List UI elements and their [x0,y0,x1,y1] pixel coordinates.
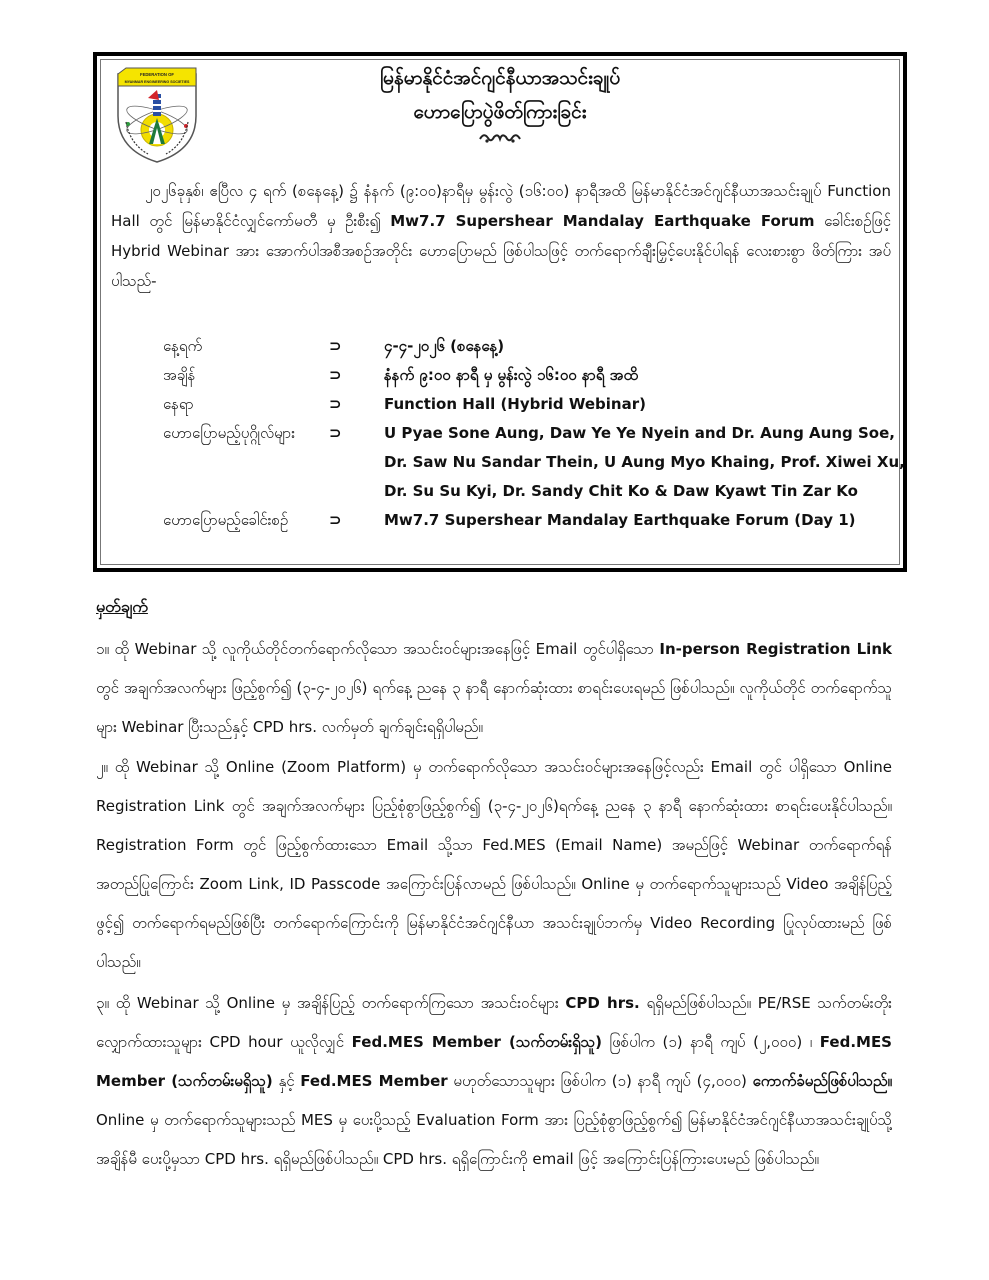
note-item-2 [96,748,892,982]
note-text: ၂။ ထို Webinar သို့ Online (Zoom Platform) မှ တက်ရောက်လိုသော အသင်းဝင်များအနေဖြင့်လည်း Email တွင် ပါရှိသော Online Registration Link တွင် အချက်အလက်များ ပြည့်စုံစွာဖြည့်စွက်၍ (၃-၄-၂၀၂၆)ရက်နေ့ ညနေ ၃ နာရီ နောက်ဆုံးထား စာရင်းပေးနိုင်ပါသည်။ Registration Form တွင် ဖြည့်စွက်ထားသော Email သို့သာ Fed.MES (Email Name) အမည်ဖြင့် Webinar တက်ရောက်ရန် အတည်ပြုကြောင်း Zoom Link, ID Passcode အကြောင်းပြန်လာမည် ဖြစ်ပါသည်။ Online မှ တက်ရောက်သူများသည် Video အချိန်ပြည့်ဖွင့်၍ တက်ရောက်ရမည်ဖြစ်ပြီး တက်ရောက်ကြောင်းကို မြန်မာနိုင်ငံအင်ဂျင်နီယာ အသင်းချုပ်ဘက်မှ Video Recording ပြုလုပ်ထားမည် ဖြစ်ပါသည်။ [96,758,892,971]
detail-label: အချိန် [163,366,196,384]
detail-label: ဟောပြောမည့်ခေါင်းစဉ် [163,511,289,529]
detail-label: နေရာ [163,395,194,413]
federation-logo-icon [112,64,202,164]
intro-forum-title: Mw7.7 Supershear Mandalay Earthquake Forum [390,212,815,230]
note-bold-text: Fed.MES Member (သက်တမ်းရှိသူ) [351,1033,602,1051]
separator-icon: ⊃ [329,366,342,384]
note-item-1 [96,630,892,747]
note-text: ၃။ ထို Webinar သို့ Online မှ အချိန်ပြည့် တက်ရောက်ကြသော အသင်းဝင်များ [96,994,566,1012]
note-text: ဖြစ်ပါက (၁) နာရီ ကျပ် (၂,၀၀၀) ၊ [601,1033,820,1051]
detail-value [384,361,863,390]
decorative-flourish-icon [478,130,522,146]
note-text: Online မှ တက်ရောက်သူများသည် MES မှ ပေးပို့သည့် Evaluation Form အား ပြည့်စုံစွာဖြည့်စွက်၍ မြန်မာနိုင်ငံအင်ဂျင်နီယာအသင်းချုပ်သို့ အချိန်မီ ပေးပို့မှသာ CPD hrs. ရရှိမည်ဖြစ်ပါသည်။ CPD hrs. ရရှိကြောင်းကို email ဖြင့် အကြောင်းပြန်ကြားပေးမည် ဖြစ်ပါသည်။ [96,1111,892,1168]
detail-row-speakers [163,419,905,506]
detail-value [384,390,863,419]
detail-value-line: Dr. Saw Nu Sandar Thein, U Aung Myo Khaing, Prof. Xiwei Xu, [384,453,905,471]
detail-value-line: Dr. Su Su Kyi, Dr. Sandy Chit Ko & Daw Kyawt Tin Zar Ko [384,482,858,500]
note-text: မဟုတ်သောသူများ ဖြစ်ပါက (၁) နာရီ ကျပ် (၄,၀၀၀) [447,1072,753,1090]
intro-text-1: ၂၀၂၆ခုနှစ်၊ ဧပြီလ ၄ ရက် (စနေနေ့) ၌ နံနက် (၉:၀၀)နာရီမှ မွန်းလွဲ (၁၆:၀၀) နာရီအထိ မြန်မာနိုင်ငံအင်ဂျင်နီယာအသင်းချုပ် Function Hall တွင် မြန်မာနိုင်ငံလျှင်ကော်မတီ မှ ဦးစီး၍ [111,182,891,230]
note-bold-text: CPD hrs. [565,994,640,1012]
separator-icon: ⊃ [329,395,342,413]
detail-value [384,506,863,535]
intro-text-2: ခေါင်းစဉ်ဖြင့် Hybrid Webinar အား အောက်ပါအစီအစဉ်အတိုင်း ဟောပြောမည် ဖြစ်ပါသဖြင့် တက်ရောက်ချီးမြှင့်ပေးနိုင်ပါရန် လေးစားစွာ ဖိတ်ကြား အပ်ပါသည်- [111,212,891,290]
detail-row-topic [163,506,863,535]
organization-title: မြန်မာနိုင်ငံအင်ဂျင်နီယာအသင်းချုပ် [379,67,621,89]
note-text: တွင် အချက်အလက်များ ဖြည့်စွက်၍ (၃-၄-၂၀၂၆) ရက်နေ့ ညနေ ၃ နာရီ နောက်ဆုံးထား စာရင်းပေးရမည် ဖြစ်ပါသည်။ လူကိုယ်တိုင် တက်ရောက်သူများ Webinar ပြီးသည်နှင့် CPD hrs. လက်မှတ် ချက်ချင်းရရှိပါမည်။ [96,679,892,736]
separator-icon: ⊃ [329,337,342,355]
invitation-subtitle: ဟောပြောပွဲဖိတ်ကြားခြင်း [413,101,587,123]
event-details [163,332,905,535]
note-text: ၁။ ထို Webinar သို့ လူကိုယ်တိုင်တက်ရောက်လိုသော အသင်းဝင်များအနေဖြင့် Email တွင်ပါရှိသော [96,640,660,658]
intro-paragraph [111,176,891,296]
note-bold-text: Fed.MES Member (သက်တမ်းမရှိသူ) [96,1033,892,1090]
detail-row-time [163,361,863,390]
note-text: နှင့် [272,1072,301,1090]
detail-value-line: ၄-၄-၂၀၂၆ (စနေနေ့) [384,337,505,355]
separator-icon: ⊃ [329,424,342,442]
detail-value [384,332,863,361]
note-bold-text: ကောက်ခံမည်ဖြစ်ပါသည်။ [752,1072,892,1090]
detail-value-line: U Pyae Sone Aung, Daw Ye Ye Nyein and Dr. Aung Aung Soe, [384,424,895,442]
note-bold-text: Fed.MES Member [300,1072,448,1090]
notes-heading: မှတ်ချက် [96,597,148,616]
detail-row-date [163,332,863,361]
separator-icon: ⊃ [329,511,342,529]
note-text: ရရှိမည်ဖြစ်ပါသည်။ PE/RSE သက်တမ်းတိုး လျှောက်ထားသူများ CPD hour ယူလိုလျှင် [96,994,892,1051]
detail-label: ဟောပြောမည့်ပုဂ္ဂိုလ်များ [163,424,295,442]
detail-value-line: Mw7.7 Supershear Mandalay Earthquake Forum (Day 1) [384,511,856,529]
detail-value-line: Function Hall (Hybrid Webinar) [384,395,646,413]
detail-row-venue [163,390,863,419]
detail-value-line: နံနက် ၉:၀၀ နာရီ မှ မွန်းလွဲ ၁၆:၀၀ နာရီ အထိ [384,366,638,384]
detail-label: နေ့ရက် [163,337,203,355]
note-item-3 [96,984,892,1179]
note-bold-text: In-person Registration Link [659,640,892,658]
logo-banner-line1: FEDERATION OF [140,72,174,77]
logo-banner-line2: MYANMAR ENGINEERING SOCIETIES [124,80,190,84]
detail-value [384,419,905,506]
